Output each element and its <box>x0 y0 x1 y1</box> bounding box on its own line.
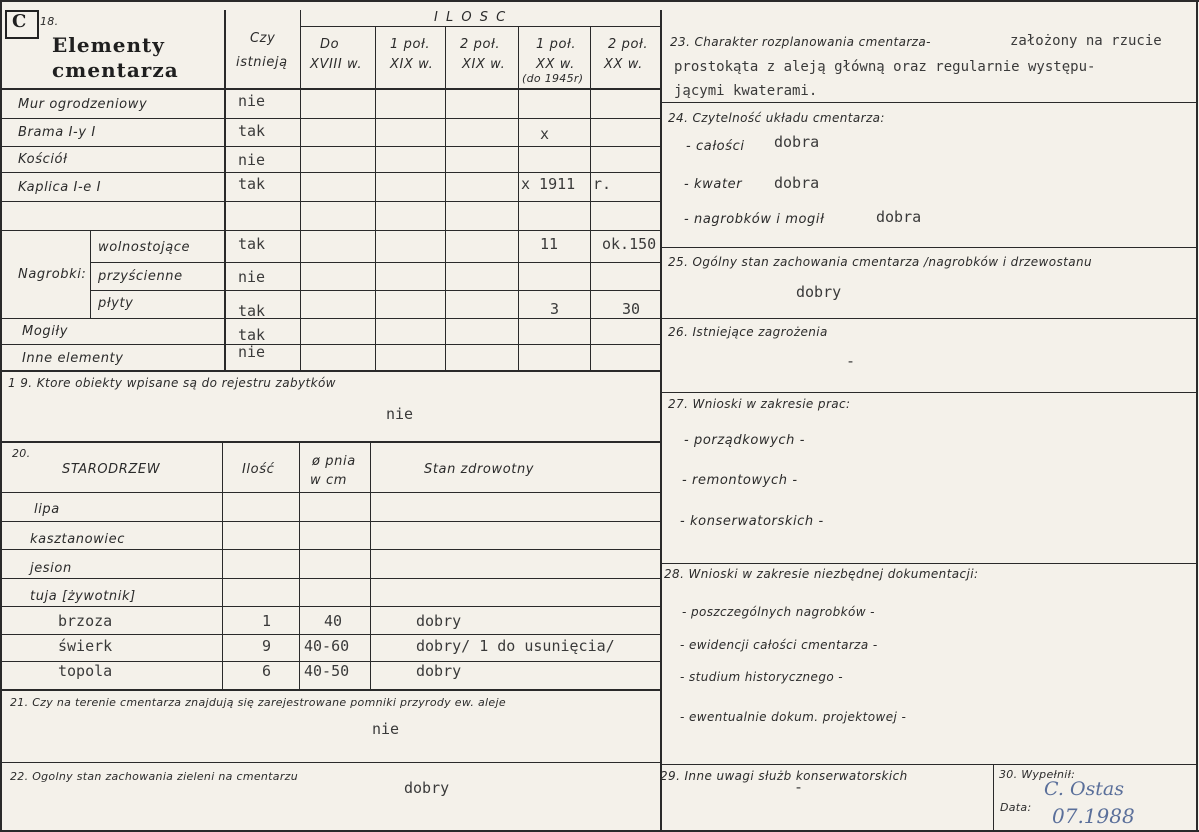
q24-item-value: dobra <box>774 174 820 192</box>
row-kaplica-label: Kaplica I-e I <box>18 180 102 195</box>
q19-label: 1 9. Ktore obiekty wpisane są do rejestru zabytków <box>8 376 336 390</box>
col4-head: 1 poł. <box>536 37 577 52</box>
head-ilosc: I L O S C <box>434 10 508 25</box>
tree-name: jesion <box>30 561 72 576</box>
q22-answer: dobry <box>404 779 450 797</box>
row-kosciol-label: Kościół <box>18 152 68 167</box>
row-kaplica-xx1: x 1911 <box>521 175 576 193</box>
q27-label: 27. Wnioski w zakresie prac: <box>668 397 851 411</box>
row-przysc-label: przyścienne <box>98 269 183 284</box>
q20-head-ilosc: Ilość <box>242 462 275 477</box>
q21-answer: nie <box>372 720 400 738</box>
row-brama-czy: tak <box>238 122 266 140</box>
title-line2: cmentarza <box>52 58 179 82</box>
row-plyty-czy: tak <box>238 302 266 320</box>
tree-ilosc: 1 <box>262 612 272 630</box>
tree-name: kasztanowiec <box>30 532 125 547</box>
q20-number: 20. <box>12 447 31 460</box>
q25-label: 25. Ogólny stan zachowania cmentarza /nagrobków i drzewostanu <box>668 255 1092 269</box>
q23-line1: założony na rzucie <box>1010 33 1162 49</box>
q27-item: - remontowych - <box>682 473 798 488</box>
q30-date-label: Data: <box>1000 801 1032 814</box>
q27-item: - porządkowych - <box>684 433 806 448</box>
tree-name: brzoza <box>58 612 113 630</box>
col2-sub: XIX w. <box>390 57 434 72</box>
row-przysc-czy: nie <box>238 268 266 286</box>
head-czy: Czy <box>250 31 276 46</box>
row-wolno-czy: tak <box>238 235 266 253</box>
tree-name: tuja [żywotnik] <box>30 589 136 604</box>
row-kaplica-czy: tak <box>238 175 266 193</box>
row-wolno-xx2: ok.150 <box>602 235 657 253</box>
q28-item: - ewidencji całości cmentarza - <box>680 638 878 652</box>
q24-item-value: dobra <box>774 133 820 151</box>
q24-item-label: - kwater <box>684 177 743 192</box>
row-wolno-label: wolnostojące <box>98 240 191 255</box>
tree-ilosc: 9 <box>262 637 272 655</box>
q26-label: 26. Istniejące zagrożenia <box>668 325 828 339</box>
q21-label: 21. Czy na terenie cmentarza znajdują się zarejestrowane pomniki przyrody ew. aleje <box>10 696 506 709</box>
q26-answer: - <box>846 352 856 370</box>
col5-sub: XX w. <box>604 57 643 72</box>
head-istnieja: istnieją <box>236 55 288 70</box>
row-wolno-xx1: 11 <box>540 235 559 253</box>
q25-answer: dobry <box>796 283 842 301</box>
tree-name: lipa <box>34 502 60 517</box>
title-line1: Elementy <box>52 33 165 57</box>
row-mogily-label: Mogiły <box>22 324 69 339</box>
tree-pien: 40 <box>324 612 343 630</box>
row-plyty-xx1: 3 <box>550 300 560 318</box>
q19-answer: nie <box>386 405 414 423</box>
col4-note: (do 1945r) <box>522 72 584 85</box>
q22-label: 22. Ogolny stan zachowania zieleni na cmentarzu <box>10 770 298 783</box>
q23-line3: jącymi kwaterami. <box>674 83 818 99</box>
col1-head: Do <box>320 37 340 52</box>
col4-sub: XX w. <box>536 57 575 72</box>
q20-head-pien: ø pnia <box>312 454 356 469</box>
q24-item-label: - całości <box>686 139 745 154</box>
q29-answer: - <box>794 778 804 796</box>
tree-name: topola <box>58 662 113 680</box>
q30-date: 07.1988 <box>1052 804 1135 828</box>
col2-head: 1 poł. <box>390 37 431 52</box>
q24-item-label: - nagrobków i mogił <box>684 212 825 227</box>
q29-label: 29. Inne uwagi służb konserwatorskich <box>660 769 908 783</box>
signature: C. Ostas <box>1044 778 1124 800</box>
row-mur-czy: nie <box>238 92 266 110</box>
row-mogily-czy: tak <box>238 326 266 344</box>
q23-line2: prostokąta z aleją główną oraz regularnie występu- <box>674 59 1096 75</box>
q28-item: - ewentualnie dokum. projektowej - <box>680 710 907 724</box>
row-brama-xx1: x <box>540 125 550 143</box>
col3-sub: XIX w. <box>462 57 506 72</box>
tree-stan: dobry <box>416 662 462 680</box>
tree-stan: dobry <box>416 612 462 630</box>
q28-label: 28. Wnioski w zakresie niezbędnej dokumentacji: <box>664 567 979 581</box>
row-brama-label: Brama I-y I <box>18 125 96 140</box>
row-kosciol-czy: nie <box>238 151 266 169</box>
section-number: 18. <box>40 15 59 28</box>
q30-label: 30. Wypełnił: <box>999 768 1076 781</box>
tree-stan: dobry/ 1 do usunięcia/ <box>416 637 615 655</box>
tree-pien: 40-50 <box>304 662 350 680</box>
q20-head-stan: Stan zdrowotny <box>424 462 535 477</box>
row-inne-czy: nie <box>238 343 266 361</box>
row-kaplica-xx2: r. <box>593 175 612 193</box>
q20-head-pien-unit: w cm <box>310 473 347 488</box>
q23-label: 23. Charakter rozplanowania cmentarza- <box>670 35 931 49</box>
q24-label: 24. Czytelność układu cmentarza: <box>668 111 885 125</box>
q27-item: - konserwatorskich - <box>680 514 824 529</box>
section-letter: C <box>12 11 28 32</box>
row-plyty-label: płyty <box>98 296 134 311</box>
nagrobki-label: Nagrobki: <box>18 267 87 282</box>
q24-item-value: dobra <box>876 208 922 226</box>
tree-name: świerk <box>58 637 113 655</box>
col1-sub: XVIII w. <box>310 57 363 72</box>
tree-pien: 40-60 <box>304 637 350 655</box>
q28-item: - studium historycznego - <box>680 670 844 684</box>
col5-head: 2 poł. <box>608 37 649 52</box>
row-plyty-xx2: 30 <box>622 300 641 318</box>
q28-item: - poszczególnych nagrobków - <box>682 605 875 619</box>
q20-head-name: STARODRZEW <box>62 462 161 477</box>
row-mur-label: Mur ogrodzeniowy <box>18 97 148 112</box>
col3-head: 2 poł. <box>460 37 501 52</box>
row-inne-label: Inne elementy <box>22 351 124 366</box>
tree-ilosc: 6 <box>262 662 272 680</box>
